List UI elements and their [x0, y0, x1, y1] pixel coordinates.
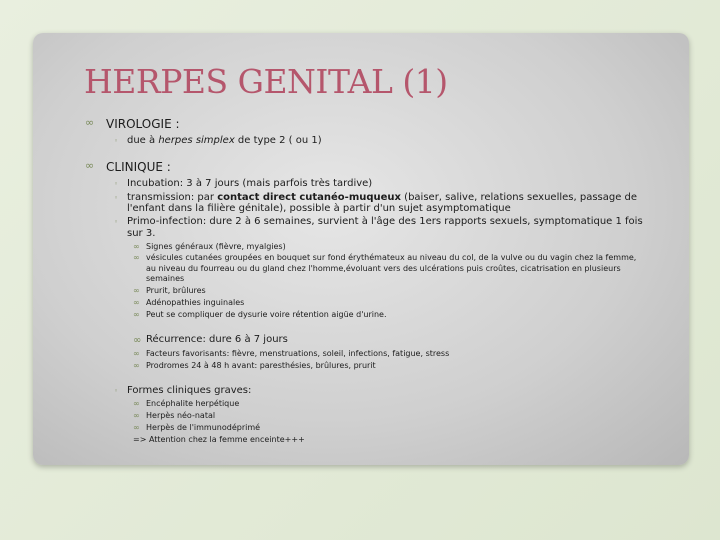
formes-heading: Formes cliniques graves:	[127, 385, 252, 396]
scroll-bullet-icon: ∞	[133, 361, 140, 370]
clinique-heading: CLINIQUE :	[106, 160, 171, 174]
recurrence-item: Facteurs favorisants: fièvre, menstruations, soleil, infections, fatigue, stress	[146, 349, 450, 358]
scroll-bullet-icon: ∞	[85, 116, 95, 129]
primo-infection-text: Primo-infection: dure 2 à 6 semaines, survient à l'âge des 1ers rapports sexuels, symptomatique 1 fois	[127, 216, 643, 227]
signes-item: vésicules cutanées groupées en bouquet sur fond érythémateux au niveau du col, de la vulve ou du vagin chez la femme,	[146, 253, 637, 262]
formes-note: => Attention chez la femme enceinte+++	[133, 435, 305, 444]
scroll-bullet-icon: ∞	[133, 242, 140, 251]
scroll-bullet-icon: ∞	[133, 399, 140, 408]
dot-bullet-icon: ◦	[114, 194, 119, 202]
signes-item: Signes généraux (fièvre, myalgies)	[146, 242, 286, 251]
formes-item: Encéphalite herpétique	[146, 399, 240, 408]
scroll-bullet-icon: ∞	[133, 253, 140, 262]
dot-bullet-icon: ◦	[114, 180, 119, 188]
scroll-bullet-icon: ∞	[133, 349, 140, 358]
signes-item: Adénopathies inguinales	[146, 298, 245, 307]
incubation-text: Incubation: 3 à 7 jours (mais parfois très tardive)	[127, 178, 373, 189]
scroll-bullet-icon: ∞	[133, 286, 140, 295]
formes-item: Herpès de l'immunodéprimé	[146, 423, 261, 432]
slide-title: HERPES GENITAL (1)	[84, 62, 448, 101]
signes-item-cont: semaines	[146, 274, 185, 283]
virologie-heading: VIROLOGIE :	[106, 117, 180, 131]
scroll-bullet-icon: ∞	[133, 335, 142, 346]
signes-item: Prurit, brûlures	[146, 286, 206, 295]
scroll-bullet-icon: ∞	[133, 411, 140, 420]
recurrence-heading: Récurrence: dure 6 à 7 jours	[146, 334, 288, 345]
dot-bullet-icon: ◦	[114, 218, 119, 226]
virologie-item: due à herpes simplex de type 2 ( ou 1)	[127, 135, 322, 146]
transmission-text-cont: l'enfant dans la filière génitale), possible à partir d'un sujet asymptomatique	[127, 203, 511, 214]
recurrence-item: Prodromes 24 à 48 h avant: paresthésies, brûlures, prurit	[146, 361, 376, 370]
dot-bullet-icon: ◦	[114, 387, 119, 395]
transmission-text: transmission: par contact direct cutanéo-muqueux (baiser, salive, relations sexuelles, passage de	[127, 192, 638, 203]
scroll-bullet-icon: ∞	[133, 310, 140, 319]
signes-item: Peut se compliquer de dysurie voire rétention aigüe d'urine.	[146, 310, 387, 319]
formes-item: Herpès néo-natal	[146, 411, 216, 420]
scroll-bullet-icon: ∞	[85, 159, 95, 172]
scroll-bullet-icon: ∞	[133, 298, 140, 307]
dot-bullet-icon: ◦	[114, 137, 119, 145]
primo-infection-text-cont: sur 3.	[127, 228, 156, 239]
scroll-bullet-icon: ∞	[133, 423, 140, 432]
signes-item-cont: au niveau du fourreau ou du gland chez l'homme,évoluant vers des ulcérations puis croûtes, cicatrisation en plusieurs	[146, 264, 621, 273]
